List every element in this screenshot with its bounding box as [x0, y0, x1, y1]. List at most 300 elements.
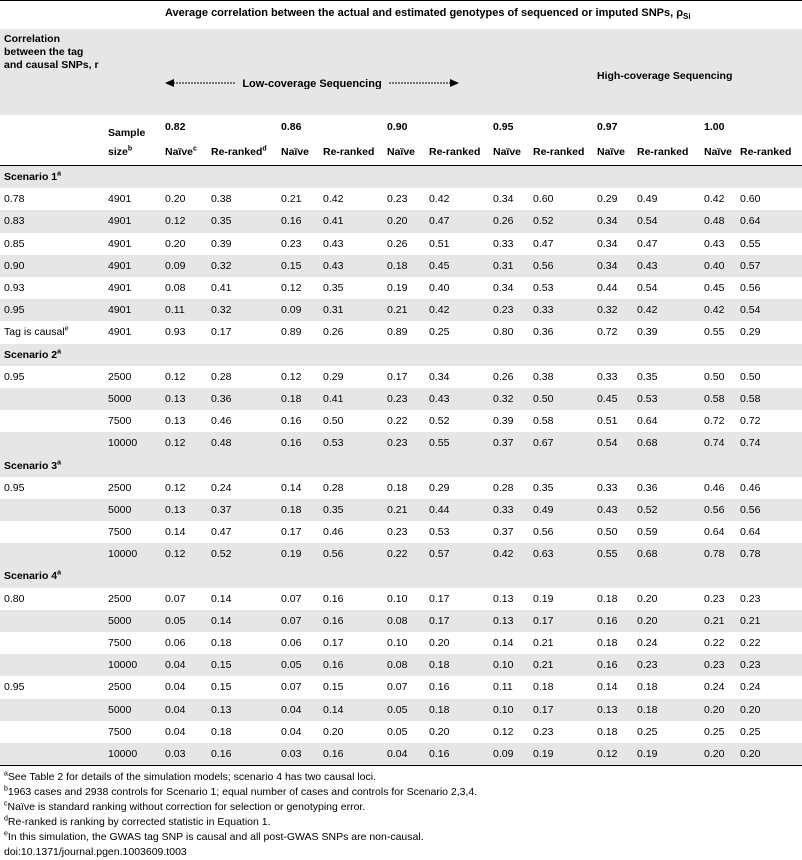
naive-value-cell: 0.31: [489, 255, 529, 277]
naive-value-cell: 0.13: [593, 699, 633, 721]
sample-size-cell: 4901: [108, 326, 132, 339]
reranked-value-cell: 0.17: [429, 592, 450, 605]
table-row: [0, 743, 802, 766]
reranked-header-2: Re-ranked: [425, 139, 489, 166]
reranked-value-cell: 0.33: [529, 299, 593, 321]
reranked-value-cell: 0.17: [529, 699, 593, 721]
footnote: $^a$See Table 2 for details of the simulation models; scenario 4 has two causal loci.: [4, 770, 376, 784]
sample-size-cell: 5000: [104, 388, 161, 410]
naive-value-cell: 0.18: [597, 592, 618, 605]
naive-value-cell: 0.10: [489, 699, 529, 721]
naive-value-cell: 0.22: [383, 543, 425, 565]
naive-value-cell: 0.08: [383, 654, 425, 676]
high-coverage-label: High-coverage Sequencing: [593, 29, 802, 115]
naive-value-cell: 0.34: [593, 210, 633, 232]
sample-size-cell: 10000: [104, 543, 161, 565]
reranked-value-cell: 0.56: [740, 282, 761, 295]
corr-cell: 0.95: [4, 681, 25, 694]
naive-value-cell: 0.03: [161, 743, 207, 766]
rho-value-0: 0.82: [165, 121, 186, 133]
corr-label: Correlation between the tag and causal SNPs, r: [0, 29, 104, 115]
reranked-value-cell: 0.43: [633, 255, 700, 277]
reranked-value-cell: 0.60: [533, 193, 554, 206]
header-row-coverage: [0, 29, 802, 115]
table-row: [0, 233, 802, 255]
reranked-value-cell: 0.46: [211, 415, 232, 428]
reranked-value-cell: 0.60: [740, 193, 761, 206]
naive-header-0: Naïve$^c$: [161, 139, 207, 166]
reranked-value-cell: 0.16: [319, 743, 383, 766]
naive-value-cell: 0.13: [161, 388, 207, 410]
naive-value-cell: 0.22: [387, 415, 408, 428]
naive-value-cell: 0.20: [165, 237, 186, 250]
table-row: [0, 721, 802, 743]
corr-cell: [0, 632, 104, 654]
reranked-value-cell: 0.18: [211, 725, 232, 738]
naive-value-cell: 0.23: [281, 237, 302, 250]
naive-header-3: Naïve: [489, 139, 529, 166]
reranked-value-cell: 0.57: [425, 543, 489, 565]
reranked-value-cell: 0.16: [319, 610, 383, 632]
sample-size-cell: 7500: [108, 725, 132, 738]
reranked-value-cell: 0.40: [429, 282, 450, 295]
naive-value-cell: 0.07: [277, 610, 319, 632]
sample-size-cell: 4901: [104, 210, 161, 232]
reranked-value-cell: 0.67: [529, 432, 593, 454]
table-row: [0, 255, 802, 277]
reranked-value-cell: 0.48: [207, 432, 277, 454]
naive-header-5: Naïve: [700, 139, 736, 166]
rho-value-3: 0.95: [493, 121, 514, 133]
reranked-value-cell: 0.50: [323, 415, 344, 428]
reranked-value-cell: 0.26: [323, 326, 344, 339]
sample-size-cell: 2500: [108, 592, 132, 605]
reranked-value-cell: 0.29: [323, 370, 344, 383]
reranked-value-cell: 0.16: [429, 681, 450, 694]
sample-size-cell: 5000: [104, 499, 161, 521]
reranked-value-cell: 0.31: [319, 299, 383, 321]
corr-cell: [0, 388, 104, 410]
table-row: [0, 521, 802, 543]
reranked-value-cell: 0.35: [533, 481, 554, 494]
corr-cell: [0, 699, 104, 721]
naive-value-cell: 0.21: [383, 299, 425, 321]
low-coverage-label: [161, 29, 593, 115]
naive-value-cell: 0.12: [593, 743, 633, 766]
naive-value-cell: 0.09: [161, 255, 207, 277]
reranked-value-cell: 0.35: [323, 282, 344, 295]
reranked-value-cell: 0.18: [425, 699, 489, 721]
reranked-value-cell: 0.56: [319, 543, 383, 565]
reranked-value-cell: 0.47: [637, 237, 658, 250]
table-row: [0, 188, 802, 210]
corr-cell: [0, 499, 104, 521]
naive-value-cell: 0.12: [161, 543, 207, 565]
reranked-value-cell: 0.52: [529, 210, 593, 232]
reranked-value-cell: 0.20: [736, 699, 802, 721]
reranked-value-cell: 0.36: [637, 481, 658, 494]
naive-value-cell: 0.93: [165, 326, 186, 339]
scenario-header-row: [0, 454, 802, 476]
naive-value-cell: 0.13: [489, 610, 529, 632]
naive-value-cell: 0.44: [597, 282, 618, 295]
corr-cell: [0, 410, 104, 432]
reranked-value-cell: 0.23: [533, 725, 554, 738]
reranked-value-cell: 0.32: [207, 255, 277, 277]
naive-value-cell: 0.05: [161, 610, 207, 632]
naive-value-cell: 0.12: [493, 725, 514, 738]
naive-value-cell: 0.18: [597, 725, 618, 738]
naive-value-cell: 0.39: [493, 415, 514, 428]
naive-value-cell: 0.07: [281, 592, 302, 605]
naive-value-cell: 0.11: [493, 681, 513, 694]
table-row: [0, 277, 802, 299]
reranked-value-cell: 0.36: [207, 388, 277, 410]
reranked-value-cell: 0.57: [736, 255, 802, 277]
naive-value-cell: 0.12: [281, 282, 302, 295]
reranked-value-cell: 0.17: [425, 610, 489, 632]
table-row: [0, 699, 802, 721]
reranked-value-cell: 0.55: [740, 237, 761, 250]
corr-cell: 0.80: [4, 592, 25, 605]
table-row: [0, 210, 802, 232]
naive-value-cell: 0.14: [165, 526, 186, 539]
reranked-value-cell: 0.53: [429, 526, 450, 539]
reranked-value-cell: 0.28: [211, 370, 232, 383]
naive-value-cell: 0.12: [281, 370, 302, 383]
reranked-value-cell: 0.24: [637, 637, 658, 650]
reranked-value-cell: 0.18: [533, 681, 554, 694]
reranked-value-cell: 0.23: [633, 654, 700, 676]
naive-value-cell: 0.48: [700, 210, 736, 232]
reranked-header-4: Re-ranked: [633, 139, 700, 166]
naive-value-cell: 0.18: [277, 499, 319, 521]
naive-value-cell: 0.16: [277, 432, 319, 454]
sample-size-cell: 10000: [104, 432, 161, 454]
reranked-value-cell: 0.16: [319, 654, 383, 676]
reranked-value-cell: 0.39: [637, 326, 658, 339]
naive-value-cell: 0.42: [704, 193, 725, 206]
reranked-value-cell: 0.46: [740, 481, 761, 494]
naive-value-cell: 0.08: [383, 610, 425, 632]
naive-value-cell: 0.16: [281, 415, 302, 428]
sample-size-cell: 4901: [108, 237, 132, 250]
naive-value-cell: 0.45: [704, 282, 725, 295]
reranked-value-cell: 0.20: [633, 610, 700, 632]
naive-value-cell: 0.10: [387, 592, 408, 605]
corr-cell: [0, 743, 104, 766]
reranked-value-cell: 0.21: [533, 637, 554, 650]
naive-value-cell: 0.13: [493, 592, 514, 605]
reranked-value-cell: 0.68: [633, 543, 700, 565]
naive-value-cell: 0.26: [493, 370, 514, 383]
reranked-value-cell: 0.14: [207, 610, 277, 632]
table-row: [0, 321, 802, 343]
corr-cell: 0.95: [4, 370, 25, 383]
reranked-value-cell: 0.28: [323, 481, 344, 494]
reranked-value-cell: 0.18: [633, 699, 700, 721]
corr-cell: [0, 521, 104, 543]
footnote: $^e$In this simulation, the GWAS tag SNP is causal and all post-GWAS SNPs are non-causal.: [4, 830, 424, 844]
corr-cell: [0, 721, 104, 743]
reranked-value-cell: 0.41: [211, 282, 232, 295]
naive-value-cell: 0.51: [597, 415, 618, 428]
reranked-value-cell: 0.59: [637, 526, 658, 539]
reranked-value-cell: 0.42: [425, 299, 489, 321]
naive-value-cell: 0.23: [700, 654, 736, 676]
naive-value-cell: 0.28: [493, 481, 514, 494]
naive-value-cell: 0.12: [161, 432, 207, 454]
naive-value-cell: 0.03: [277, 743, 319, 766]
reranked-value-cell: 0.63: [529, 543, 593, 565]
naive-value-cell: 0.04: [165, 681, 186, 694]
naive-value-cell: 0.22: [704, 637, 725, 650]
reranked-value-cell: 0.19: [633, 743, 700, 766]
naive-value-cell: 0.21: [281, 193, 302, 206]
naive-value-cell: 0.05: [387, 725, 408, 738]
table-row: [0, 588, 802, 610]
naive-value-cell: 0.16: [277, 210, 319, 232]
naive-value-cell: 0.09: [489, 743, 529, 766]
rho-value-1: 0.86: [281, 121, 302, 133]
reranked-value-cell: 0.20: [429, 637, 450, 650]
reranked-value-cell: 0.43: [319, 255, 383, 277]
reranked-value-cell: 0.55: [425, 432, 489, 454]
reranked-header-0: Re-ranked$^d$: [207, 139, 277, 166]
sample-size-cell: 2500: [108, 481, 132, 494]
naive-value-cell: 0.21: [383, 499, 425, 521]
naive-value-cell: 0.16: [593, 610, 633, 632]
sample-size-cell: 10000: [104, 743, 161, 766]
reranked-value-cell: 0.51: [429, 237, 450, 250]
naive-value-cell: 0.37: [493, 526, 514, 539]
reranked-value-cell: 0.29: [740, 326, 761, 339]
naive-value-cell: 0.18: [387, 481, 408, 494]
naive-value-cell: 0.16: [593, 654, 633, 676]
scenario-title: Scenario 2$^a$: [0, 344, 802, 366]
naive-value-cell: 0.34: [593, 255, 633, 277]
naive-value-cell: 0.33: [493, 237, 514, 250]
reranked-value-cell: 0.18: [211, 637, 232, 650]
reranked-value-cell: 0.23: [740, 592, 761, 605]
scenario-title: Scenario 1$^a$: [0, 166, 802, 189]
reranked-value-cell: 0.15: [207, 654, 277, 676]
doi-text: doi:10.1371/journal.pgen.1003609.t003: [4, 846, 187, 859]
reranked-value-cell: 0.54: [637, 282, 658, 295]
naive-value-cell: 0.46: [704, 481, 725, 494]
sample-size-label-2: size$^b$: [104, 139, 161, 166]
table-row: [0, 432, 802, 454]
naive-value-cell: 0.54: [593, 432, 633, 454]
naive-header-4: Naïve: [593, 139, 633, 166]
reranked-value-cell: 0.25: [637, 725, 658, 738]
reranked-value-cell: 0.45: [425, 255, 489, 277]
reranked-value-cell: 0.20: [736, 743, 802, 766]
reranked-value-cell: 0.64: [637, 415, 658, 428]
sample-size-cell: 4901: [108, 193, 132, 206]
reranked-value-cell: 0.58: [736, 388, 802, 410]
naive-value-cell: 0.33: [597, 370, 618, 383]
sample-size-cell: 4901: [108, 282, 132, 295]
corr-cell: 0.90: [0, 255, 104, 277]
reranked-value-cell: 0.13: [207, 699, 277, 721]
table-row: [0, 477, 802, 499]
reranked-value-cell: 0.50: [740, 370, 761, 383]
naive-value-cell: 0.12: [165, 481, 186, 494]
corr-cell: [0, 654, 104, 676]
naive-value-cell: 0.05: [383, 699, 425, 721]
naive-value-cell: 0.19: [277, 543, 319, 565]
corr-cell: 0.93: [4, 282, 25, 295]
naive-value-cell: 0.55: [704, 326, 725, 339]
naive-value-cell: 0.56: [700, 499, 736, 521]
reranked-header-3: Re-ranked: [529, 139, 593, 166]
naive-value-cell: 0.64: [704, 526, 725, 539]
scenario-header-row: [0, 565, 802, 587]
naive-value-cell: 0.10: [489, 654, 529, 676]
naive-value-cell: 0.23: [387, 526, 408, 539]
corr-cell: [0, 543, 104, 565]
naive-value-cell: 0.07: [387, 681, 408, 694]
naive-value-cell: 0.14: [597, 681, 618, 694]
naive-value-cell: 0.58: [700, 388, 736, 410]
naive-value-cell: 0.20: [165, 193, 186, 206]
naive-header-1: Naïve: [277, 139, 319, 166]
reranked-value-cell: 0.72: [740, 415, 761, 428]
naive-value-cell: 0.20: [700, 743, 736, 766]
naive-value-cell: 0.15: [277, 255, 319, 277]
reranked-value-cell: 0.49: [529, 499, 593, 521]
reranked-value-cell: 0.39: [211, 237, 232, 250]
reranked-value-cell: 0.42: [323, 193, 344, 206]
naive-value-cell: 0.26: [387, 237, 408, 250]
footnote: $^c$Naïve is standard ranking without correction for selection or genotyping error.: [4, 800, 366, 814]
naive-value-cell: 0.04: [277, 699, 319, 721]
reranked-value-cell: 0.17: [211, 326, 232, 339]
naive-value-cell: 0.09: [277, 299, 319, 321]
naive-value-cell: 0.50: [597, 526, 618, 539]
table-row: [0, 632, 802, 654]
table-row: [0, 299, 802, 321]
reranked-value-cell: 0.22: [740, 637, 761, 650]
scenario-header-row: [0, 166, 802, 189]
reranked-value-cell: 0.14: [319, 699, 383, 721]
scenario-header-row: [0, 344, 802, 366]
naive-value-cell: 0.23: [704, 592, 725, 605]
naive-value-cell: 0.04: [281, 725, 302, 738]
reranked-value-cell: 0.20: [323, 725, 344, 738]
naive-value-cell: 0.34: [597, 237, 618, 250]
reranked-value-cell: 0.74: [736, 432, 802, 454]
reranked-value-cell: 0.19: [533, 592, 554, 605]
naive-value-cell: 0.32: [489, 388, 529, 410]
reranked-value-cell: 0.53: [319, 432, 383, 454]
scenario-title: Scenario 4$^a$: [0, 565, 802, 587]
reranked-value-cell: 0.25: [740, 725, 761, 738]
corr-cell: 0.85: [4, 237, 25, 250]
reranked-value-cell: 0.16: [425, 743, 489, 766]
reranked-value-cell: 0.15: [211, 681, 232, 694]
reranked-value-cell: 0.16: [323, 592, 344, 605]
reranked-value-cell: 0.38: [211, 193, 232, 206]
naive-value-cell: 0.24: [704, 681, 725, 694]
reranked-value-cell: 0.21: [736, 610, 802, 632]
reranked-value-cell: 0.68: [633, 432, 700, 454]
table-row: [0, 499, 802, 521]
table-row: [0, 543, 802, 565]
naive-value-cell: 0.37: [489, 432, 529, 454]
reranked-value-cell: 0.14: [211, 592, 232, 605]
naive-value-cell: 0.23: [383, 388, 425, 410]
reranked-value-cell: 0.54: [633, 210, 700, 232]
reranked-value-cell: 0.18: [425, 654, 489, 676]
naive-value-cell: 0.33: [597, 481, 618, 494]
naive-value-cell: 0.43: [593, 499, 633, 521]
naive-value-cell: 0.13: [165, 415, 186, 428]
reranked-value-cell: 0.58: [533, 415, 554, 428]
reranked-value-cell: 0.24: [211, 481, 232, 494]
rho-value-4: 0.97: [597, 121, 618, 133]
naive-value-cell: 0.04: [383, 743, 425, 766]
naive-value-cell: 0.23: [383, 432, 425, 454]
naive-value-cell: 0.08: [165, 282, 186, 295]
naive-value-cell: 0.06: [165, 637, 186, 650]
naive-value-cell: 0.14: [493, 637, 514, 650]
naive-value-cell: 0.18: [277, 388, 319, 410]
sample-size-cell: 7500: [108, 637, 132, 650]
reranked-value-cell: 0.43: [425, 388, 489, 410]
naive-value-cell: 0.06: [281, 637, 302, 650]
reranked-value-cell: 0.41: [319, 388, 383, 410]
reranked-value-cell: 0.52: [207, 543, 277, 565]
reranked-value-cell: 0.42: [633, 299, 700, 321]
reranked-value-cell: 0.56: [736, 499, 802, 521]
rho-value-5: 1.00: [704, 121, 725, 133]
sample-size-cell: 4901: [104, 299, 161, 321]
reranked-value-cell: 0.24: [740, 681, 761, 694]
naive-value-cell: 0.04: [165, 725, 186, 738]
reranked-value-cell: 0.19: [529, 743, 593, 766]
corr-cell: Tag is causal$^e$: [4, 325, 69, 339]
reranked-value-cell: 0.46: [323, 526, 344, 539]
naive-value-cell: 0.12: [165, 370, 186, 383]
reranked-value-cell: 0.42: [429, 193, 450, 206]
sample-size-cell: 2500: [108, 681, 132, 694]
naive-value-cell: 0.23: [387, 193, 408, 206]
naive-value-cell: 0.34: [493, 193, 514, 206]
naive-value-cell: 0.50: [704, 370, 725, 383]
reranked-value-cell: 0.35: [207, 210, 277, 232]
scenario-title: Scenario 3$^a$: [0, 454, 802, 476]
reranked-value-cell: 0.49: [637, 193, 658, 206]
reranked-value-cell: 0.29: [429, 481, 450, 494]
sample-size-cell: 5000: [104, 610, 161, 632]
naive-value-cell: 0.04: [161, 654, 207, 676]
naive-value-cell: 0.32: [593, 299, 633, 321]
reranked-value-cell: 0.34: [429, 370, 450, 383]
naive-value-cell: 0.21: [700, 610, 736, 632]
naive-value-cell: 0.55: [593, 543, 633, 565]
naive-header-2: Naïve: [383, 139, 425, 166]
reranked-value-cell: 0.56: [529, 255, 593, 277]
sample-size-label-1: Sample: [108, 127, 146, 139]
table-row: [0, 366, 802, 388]
sample-size-cell: 2500: [108, 370, 132, 383]
reranked-value-cell: 0.64: [740, 526, 761, 539]
reranked-value-cell: 0.23: [736, 654, 802, 676]
naive-value-cell: 0.74: [700, 432, 736, 454]
naive-value-cell: 0.34: [493, 282, 514, 295]
